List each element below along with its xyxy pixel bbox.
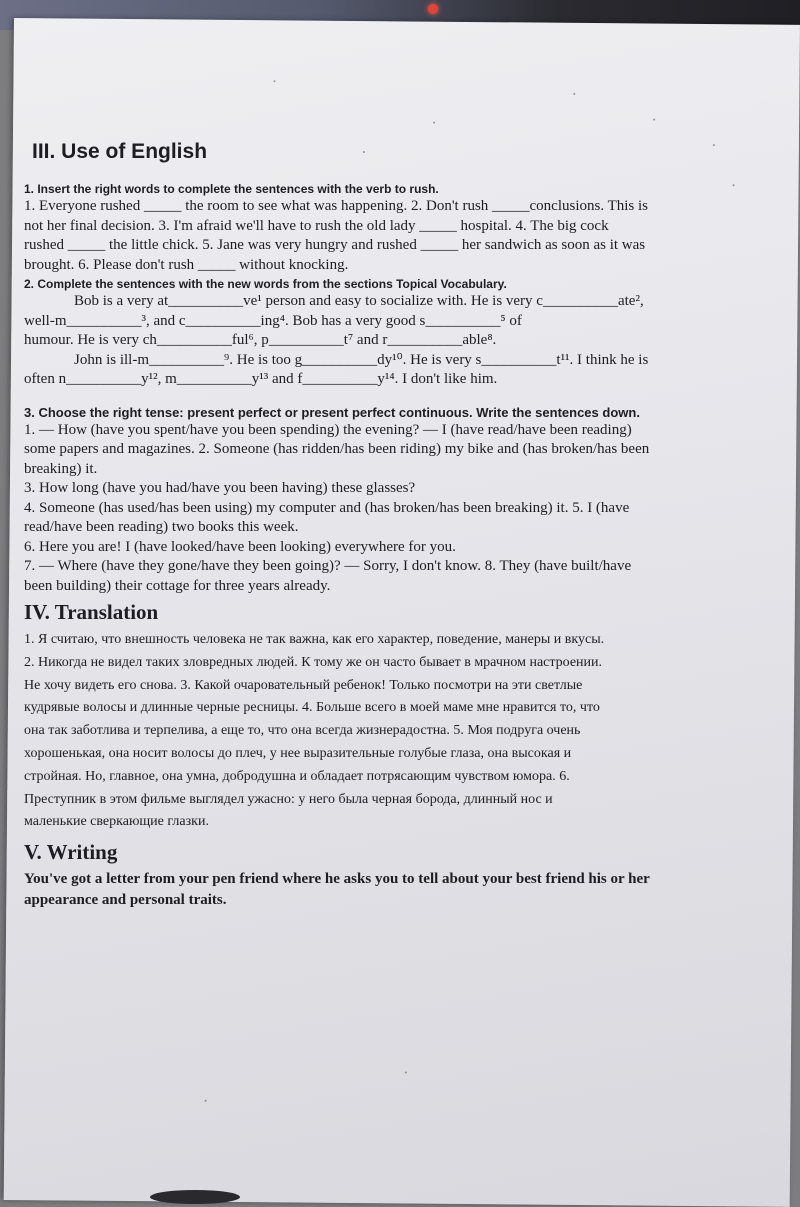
task2-line: Bob is a very at__________ve¹ person and easy to socialize with. He is very c__________ate²,: [74, 293, 644, 309]
task2-line: well-m__________³, and c__________ing⁴. Bob has a very good s__________⁵ of: [24, 312, 522, 329]
translation-line: маленькие сверкающие глазки.: [24, 814, 209, 830]
task3-line: read/have been reading) two books this week.: [24, 519, 299, 535]
translation-line: стройная. Но, главное, она умна, добродушна и обладает потрясающим чувством юмора. 6.: [24, 768, 570, 784]
task3-line: 7. — Where (have they gone/have they been going)? — Sorry, I don't know. 8. They (have built/have: [24, 558, 632, 574]
paper-speck: [433, 122, 435, 124]
section-translation-title: IV. Translation: [24, 600, 159, 624]
task1-line: rushed _____ the little chick. 5. Jane was very hungry and rushed _____ her sandwich as soon as it was: [24, 237, 646, 253]
translation-line: кудрявые волосы и длинные черные ресницы. 4. Больше всего в моей маме мне нравится то, что: [24, 700, 600, 716]
task3-line: some papers and magazines. 2. Someone (has ridden/has been riding) my bike and (has broken/has been: [24, 441, 650, 457]
translation-line: хорошенькая, она носит волосы до плеч, у нее выразительные голубые глаза, она высокая и: [24, 745, 572, 761]
task2-line: humour. He is very ch__________ful⁶, p__________t⁷ and r__________able⁸.: [24, 332, 497, 348]
background-object: [150, 1190, 240, 1204]
task2-text: [24, 292, 764, 390]
translation-line: Преступник в этом фильме выглядел ужасно: у него была черная борода, длинный нос и: [24, 791, 553, 807]
task3-text: [24, 421, 764, 597]
paper-speck: [573, 93, 575, 95]
section-use-of-english-title: III. Use of English: [32, 140, 208, 163]
translation-text: [24, 629, 764, 834]
translation-line: она так заботлива и терпелива, а еще то, что она всегда жизнерадостна. 5. Моя подруга очень: [24, 723, 581, 739]
task1-title: 1. Insert the right words to complete the sentences with the verb to rush.: [24, 182, 439, 196]
task2-title: 2. Complete the sentences with the new words from the sections Topical Vocabulary.: [24, 277, 507, 291]
task1-line: not her final decision. 3. I'm afraid we'll have to rush the old lady _____ hospital. 4. The big cock: [24, 217, 609, 234]
paper-speck: [205, 1100, 207, 1102]
task3-line: 3. How long (have you had/have you been having) these glasses?: [24, 480, 416, 496]
paper-speck: [273, 80, 275, 82]
task1-line: brought. 6. Please don't rush _____ without knocking.: [24, 256, 349, 273]
writing-line: appearance and personal traits.: [24, 892, 227, 909]
task2-line: often n__________y¹², m__________y¹³ and f__________y¹⁴. I don't like him.: [24, 371, 498, 387]
writing-task-text: [24, 869, 764, 911]
task3-line: 1. — How (have you spent/have you been spending) the evening? — I (have read/have been reading): [24, 421, 632, 438]
paper-speck: [653, 119, 655, 121]
translation-line: 1. Я считаю, что внешность человека не так важна, как его характер, поведение, манеры и вкусы.: [24, 632, 605, 647]
task3-line: breaking) it.: [24, 460, 98, 477]
task3-line: 6. Here you are! I (have looked/have been looking) everywhere for you.: [24, 538, 456, 555]
worksheet-content: [24, 140, 764, 911]
task2-line: John is ill-m__________⁹. He is too g__________dy¹⁰. He is very s__________t¹¹. I think he is: [74, 351, 649, 368]
task1-line: 1. Everyone rushed _____ the room to see what was happening. 2. Don't rush _____conclusions. This is: [24, 198, 649, 214]
translation-line: 2. Никогда не видел таких зловредных людей. К тому же он часто бывает в мрачном настроении.: [24, 654, 603, 670]
task3-title: 3. Choose the right tense: present perfect or present perfect continuous. Write the sentences down.: [24, 404, 640, 420]
task3-line: 4. Someone (has used/has been using) my computer and (has broken/has been breaking) it. 5. I (have: [24, 499, 630, 516]
paper-speck: [405, 1071, 407, 1073]
section-writing-title: V. Writing: [24, 840, 118, 865]
translation-line: Не хочу видеть его снова. 3. Какой очаровательный ребенок! Только посмотри на эти светлые: [24, 677, 583, 693]
task3-line: been building) their cottage for three years already.: [24, 577, 331, 594]
camera-light-icon: [428, 4, 438, 14]
task1-text: [24, 197, 764, 275]
writing-line: You've got a letter from your pen friend where he asks you to tell about your best friend his or her: [24, 871, 650, 888]
